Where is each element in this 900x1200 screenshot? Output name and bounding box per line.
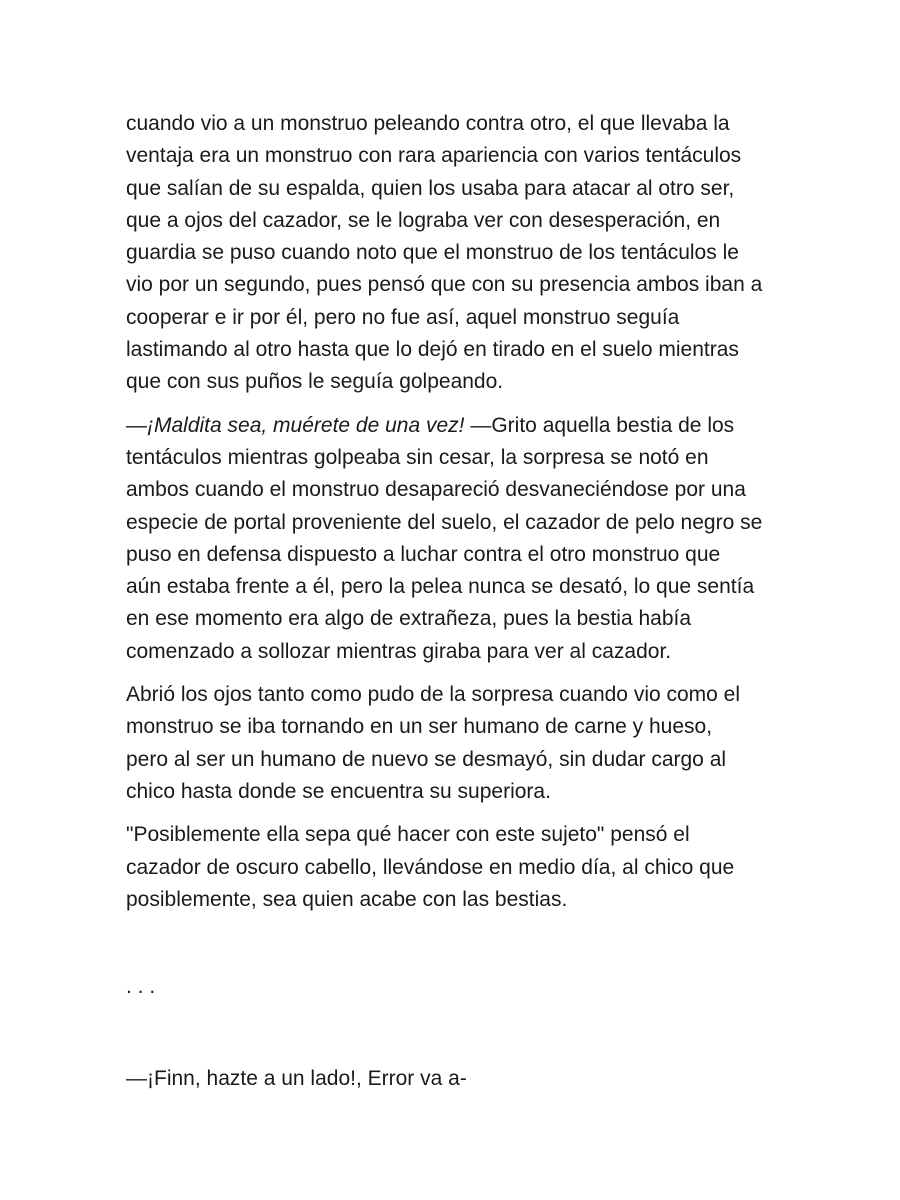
text-line: ambos cuando el monstruo desapareció desvaneciéndose por una (126, 478, 746, 502)
text-line: cazador de oscuro cabello, llevándose en medio día, al chico que (126, 855, 735, 879)
text-line: "Posiblemente ella sepa qué hacer con este sujeto" pensó el (126, 823, 690, 847)
text-line: especie de portal proveniente del suelo, el cazador de pelo negro se (126, 510, 763, 534)
text-line: chico hasta donde se encuentra su superiora. (126, 779, 551, 803)
text-line: ventaja era un monstruo con rara apariencia con varios tentáculos (126, 144, 742, 168)
paragraph-3 (126, 679, 786, 808)
text-line: Abrió los ojos tanto como pudo de la sorpresa cuando vio como el (126, 683, 741, 707)
text-line: posiblemente, sea quien acabe con las bestias. (126, 887, 568, 911)
document-body (126, 108, 786, 1096)
dialogue-narration: —Grito aquella bestia de los (464, 413, 735, 437)
text-line: que salían de su espalda, quien los usaba para atacar al otro ser, (126, 176, 735, 200)
paragraph-4 (126, 819, 786, 916)
scene-separator: . . . (126, 975, 156, 999)
text-line: tentáculos mientras golpeaba sin cesar, la sorpresa se notó en (126, 445, 709, 469)
paragraph-1 (126, 108, 786, 399)
text-line: puso en defensa dispuesto a luchar contra el otro monstruo que (126, 542, 721, 566)
text-line: cooperar e ir por él, pero no fue así, aquel monstruo seguía (126, 305, 680, 329)
final-dialogue-line: —¡Finn, hazte a un lado!, Error va a- (126, 1067, 467, 1091)
paragraph-2 (126, 410, 786, 668)
text-line: que con sus puños le seguía golpeando. (126, 370, 504, 394)
text-line: vio por un segundo, pues pensó que con su presencia ambos iban a (126, 273, 763, 297)
text-line: pero al ser un humano de nuevo se desmayó, sin dudar cargo al (126, 747, 727, 771)
dialogue-italic: —¡Maldita sea, muérete de una vez! (126, 413, 465, 437)
text-line: aún estaba frente a él, pero la pelea nunca se desató, lo que sentía (126, 575, 755, 599)
text-line: monstruo se iba tornando en un ser humano de carne y hueso, (126, 715, 713, 739)
text-line: lastimando al otro hasta que lo dejó en tirado en el suelo mientras (126, 338, 739, 362)
text-line: en ese momento era algo de extrañeza, pues la bestia había (126, 607, 692, 631)
dialogue-line (126, 410, 786, 442)
text-line: que a ojos del cazador, se le lograba ver con desesperación, en (126, 208, 721, 232)
text-line: guardia se puso cuando noto que el monstruo de los tentáculos le (126, 241, 739, 265)
text-line: cuando vio a un monstruo peleando contra otro, el que llevaba la (126, 112, 730, 135)
text-line: comenzado a sollozar mientras giraba para ver al cazador. (126, 639, 672, 663)
